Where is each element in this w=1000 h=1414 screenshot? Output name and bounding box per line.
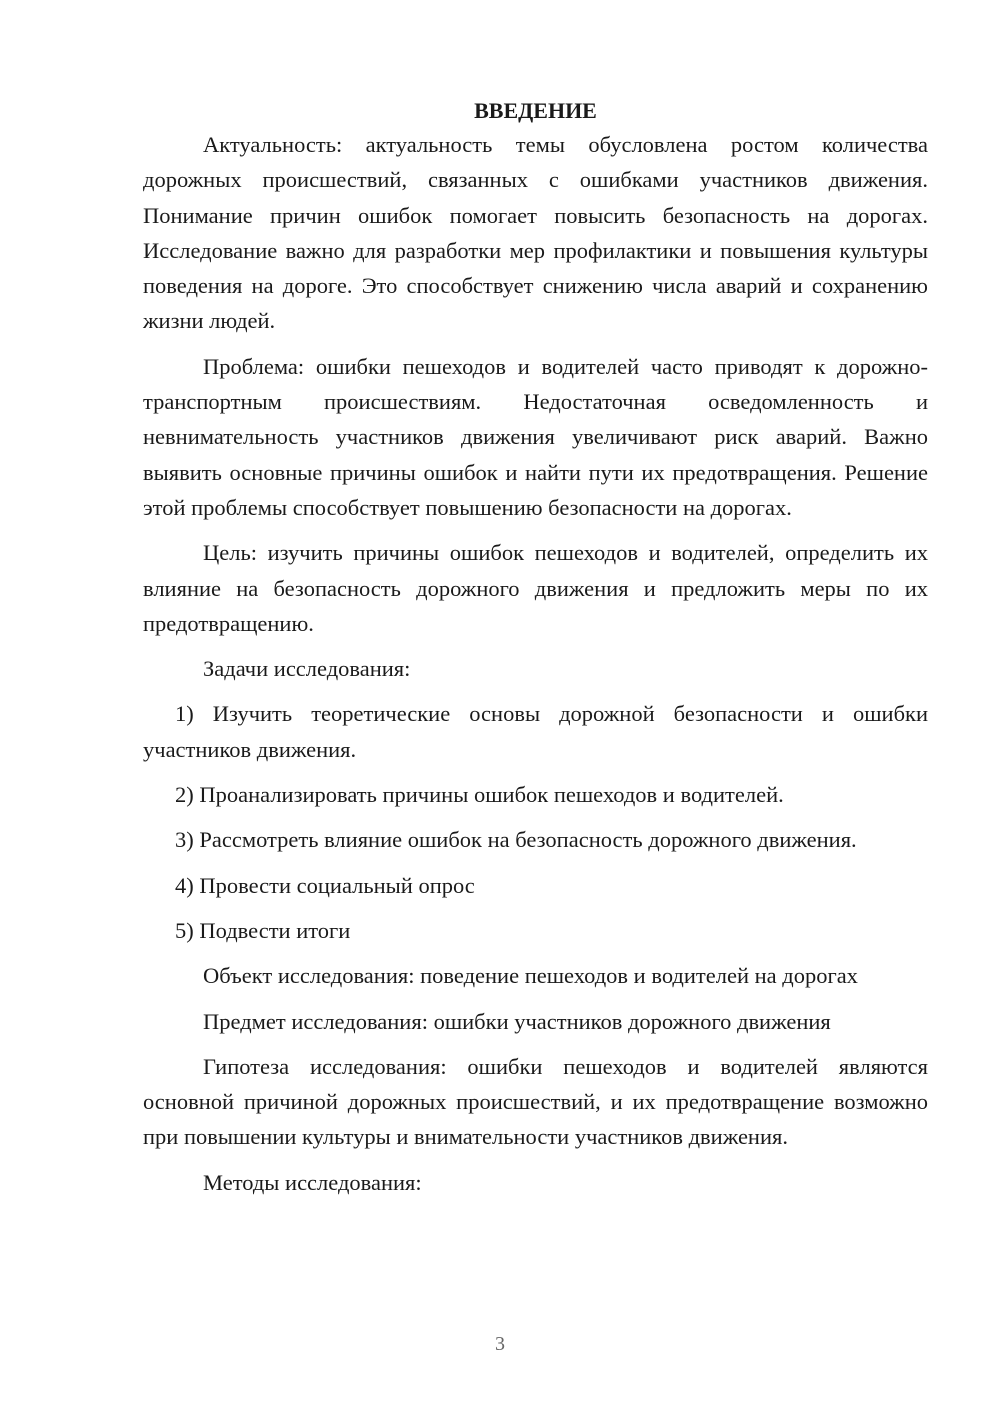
object-paragraph: Объект исследования: поведение пешеходов и водителей на дорогах — [203, 963, 858, 989]
task-item-5: 5) Подвести итоги — [175, 917, 351, 943]
task-item-2: 2) Проанализировать причины ошибок пешеходов и водителей. — [175, 782, 784, 808]
tasks-heading: Задачи исследования: — [203, 656, 411, 682]
problem-paragraph: Проблема: ошибки пешеходов и водителей часто приводят к дорожно-транспортным происшествиям. Недостаточная осведомленность и невнимательность участников движения увеличивают риск аварий. Важно выявить основные причины ошибок и найти пути их предотвращения. Решение этой проблемы способствует повышению безопасности на дорогах. — [143, 353, 928, 520]
goal-paragraph: Цель: изучить причины ошибок пешеходов и водителей, определить их влияние на безопасность дорожного движения и предложить меры по их предотвращению. — [143, 540, 928, 636]
document-page — [143, 95, 928, 1200]
hypothesis-paragraph: Гипотеза исследования: ошибки пешеходов и водителей являются основной причиной дорожных происшествий, и их предотвращение возможно при повышении культуры и внимательности участников движения. — [143, 1053, 928, 1150]
subject-paragraph: Предмет исследования: ошибки участников дорожного движения — [203, 1008, 831, 1034]
relevance-paragraph: Актуальность: актуальность темы обусловлена ростом количества дорожных происшествий, связанных с ошибками участников движения. Понимание причин ошибок помогает повысить безопасность на дорогах. Исследование важно для разработки мер профилактики и повышения культуры поведения на дороге. Это способствует снижению числа аварий и сохранению жизни людей. — [143, 132, 928, 334]
task-item-1: 1) Изучить теоретические основы дорожной безопасности и ошибки участников движения. — [143, 701, 928, 762]
task-item-3: 3) Рассмотреть влияние ошибок на безопасность дорожного движения. — [175, 827, 857, 853]
task-item-4: 4) Провести социальный опрос — [175, 872, 475, 898]
page-number: 3 — [495, 1333, 505, 1355]
section-title: ВВЕДЕНИЕ — [474, 98, 597, 123]
methods-heading: Методы исследования: — [203, 1169, 422, 1195]
